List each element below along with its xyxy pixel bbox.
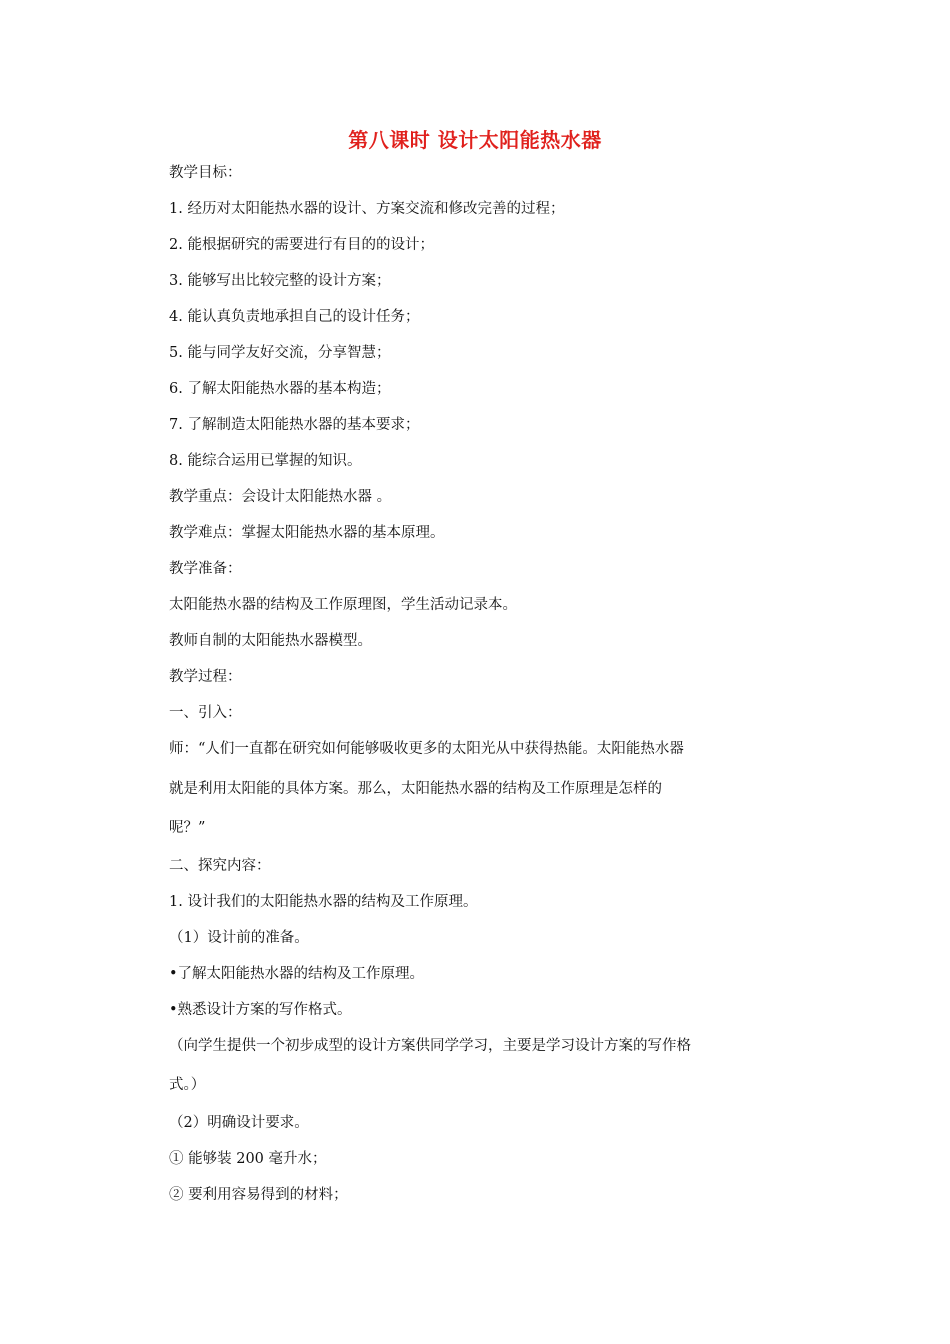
preparation-item: 太阳能热水器的结构及工作原理图，学生活动记录本。 xyxy=(169,597,517,613)
paragraph-line: 就是利用太阳能的具体方案。那么，太阳能热水器的结构及工作原理是怎样的 xyxy=(169,781,662,797)
paragraph-line: 师：“人们一直都在研究如何能够吸收更多的太阳光从中获得热能。太阳能热水器 xyxy=(169,741,684,757)
document-title: 第八课时 设计太阳能热水器 xyxy=(348,128,602,152)
paragraph-line: 式。） xyxy=(169,1077,206,1093)
bullet-item: •了解太阳能热水器的结构及工作原理。 xyxy=(169,966,425,982)
objective-item: 2. 能根据研究的需要进行有目的的设计； xyxy=(169,237,434,253)
preparation-item: 教师自制的太阳能热水器模型。 xyxy=(169,633,372,649)
paragraph-line: 呢？” xyxy=(169,820,206,836)
subsection-heading-content: 二、探究内容： xyxy=(169,858,271,874)
objective-item: 3. 能够写出比较完整的设计方案； xyxy=(169,273,391,289)
objective-item: 5. 能与同学友好交流，分享智慧； xyxy=(169,345,391,361)
section-heading-preparation: 教学准备： xyxy=(169,561,242,577)
requirement-item: ② 要利用容易得到的材料； xyxy=(169,1187,348,1203)
objective-item: 1. 经历对太阳能热水器的设计、方案交流和修改完善的过程； xyxy=(169,201,565,217)
paragraph-line: （向学生提供一个初步成型的设计方案供同学学习，主要是学习设计方案的写作格 xyxy=(169,1038,691,1054)
objective-item: 6. 了解太阳能热水器的基本构造； xyxy=(169,381,391,397)
bullet-item: •熟悉设计方案的写作格式。 xyxy=(169,1002,352,1018)
objective-item: 7. 了解制造太阳能热水器的基本要求； xyxy=(169,417,420,433)
content-item: （2）明确设计要求。 xyxy=(169,1115,309,1131)
content-item: 1. 设计我们的太阳能热水器的结构及工作原理。 xyxy=(169,894,478,910)
objective-item: 4. 能认真负责地承担自己的设计任务； xyxy=(169,309,420,325)
content-item: （1）设计前的准备。 xyxy=(169,930,309,946)
requirement-item: ① 能够装 200 毫升水； xyxy=(169,1151,327,1167)
section-heading-objectives: 教学目标： xyxy=(169,165,242,181)
subsection-heading-intro: 一、引入： xyxy=(169,705,242,721)
difficult-point: 教学难点：掌握太阳能热水器的基本原理。 xyxy=(169,525,445,541)
section-heading-process: 教学过程： xyxy=(169,669,242,685)
key-point: 教学重点：会设计太阳能热水器 。 xyxy=(169,489,392,505)
objective-item: 8. 能综合运用已掌握的知识。 xyxy=(169,453,362,469)
